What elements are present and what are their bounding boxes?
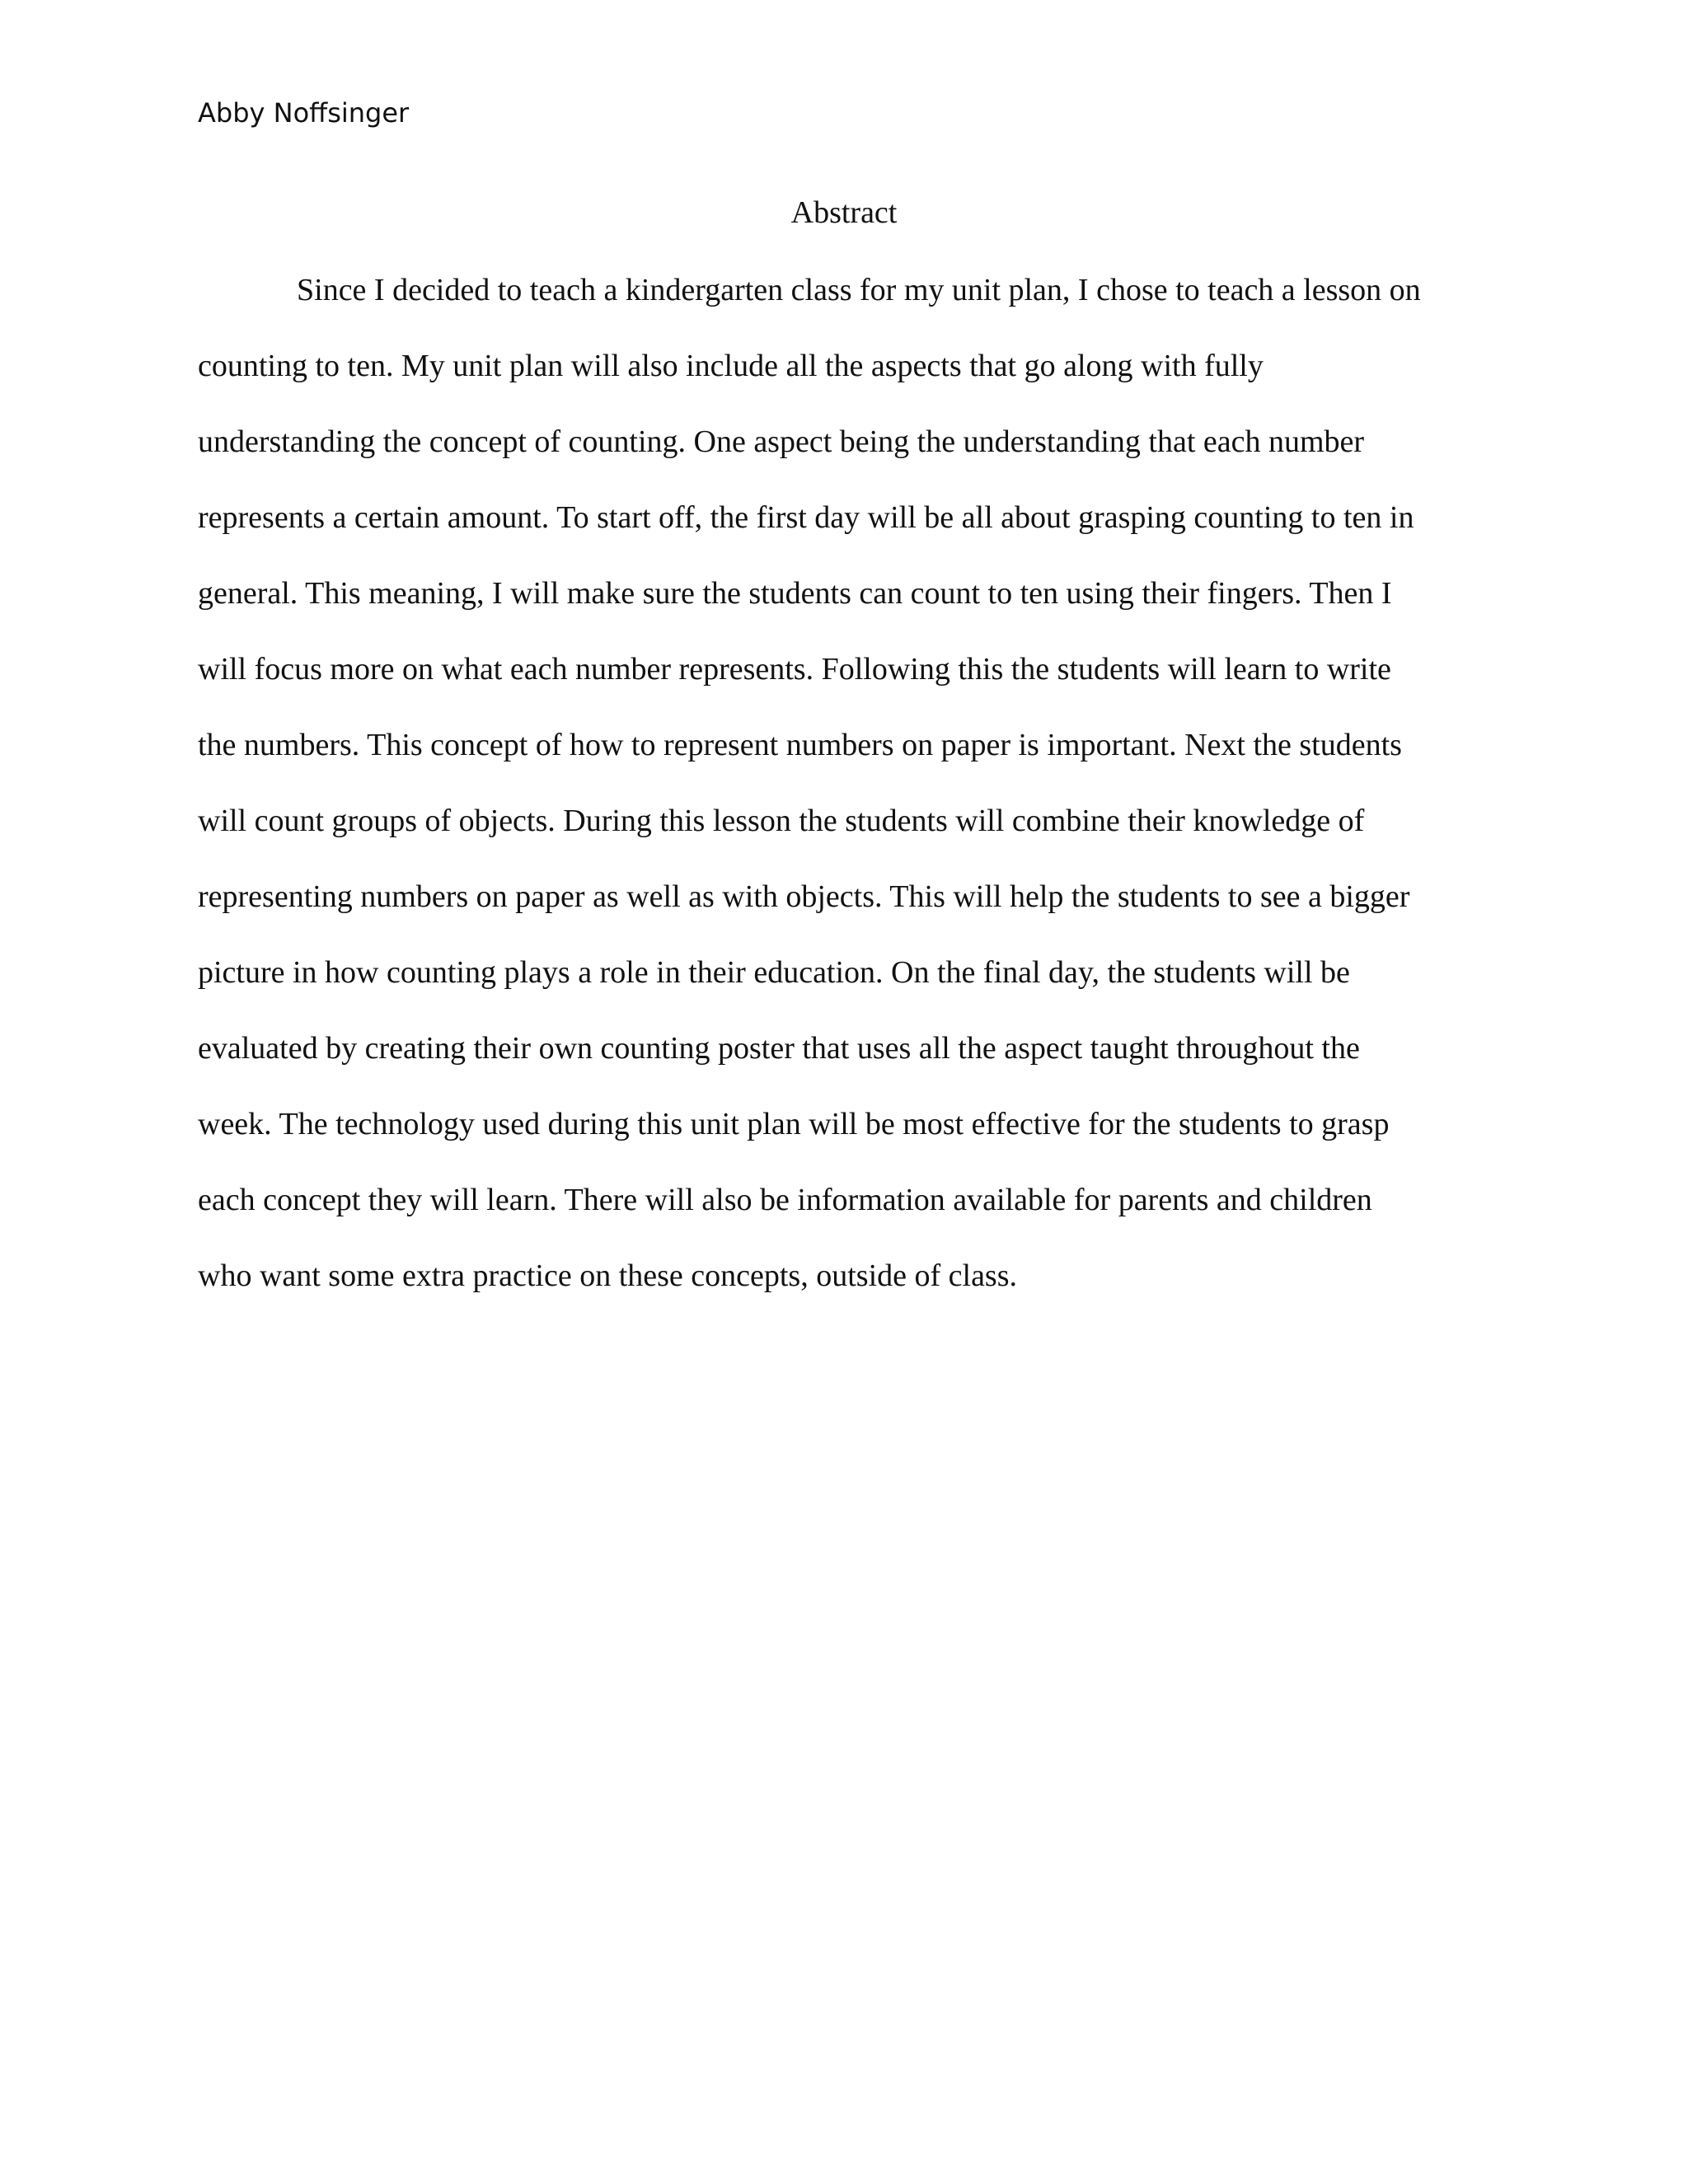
paragraph-line: evaluated by creating their own counting poster that uses all the aspect taught throughout the bbox=[198, 1031, 1360, 1066]
paragraph-line: each concept they will learn. There will also be information available for parents and children bbox=[198, 1183, 1372, 1217]
abstract-title: Abstract bbox=[790, 195, 898, 230]
paragraph-line: will focus more on what each number represents. Following this the students will learn to write bbox=[198, 652, 1391, 687]
paragraph-line: week. The technology used during this unit plan will be most effective for the students to grasp bbox=[198, 1107, 1390, 1141]
paragraph-line: picture in how counting plays a role in their education. On the final day, the students will be bbox=[198, 955, 1350, 990]
abstract-body bbox=[198, 252, 1517, 1314]
paragraph-line: will count groups of objects. During this lesson the students will combine their knowledge of bbox=[198, 804, 1365, 838]
author-name: Abby Noffsinger bbox=[198, 97, 410, 129]
paragraph-line: counting to ten. My unit plan will also include all the aspects that go along with fully bbox=[198, 349, 1264, 383]
paragraph-line: representing numbers on paper as well as with objects. This will help the students to see a bigger bbox=[198, 879, 1410, 914]
paragraph-line: Since I decided to teach a kindergarten class for my unit plan, I chose to teach a lesson on bbox=[297, 273, 1421, 307]
paragraph-line: understanding the concept of counting. One aspect being the understanding that each number bbox=[198, 424, 1365, 459]
paragraph-line: general. This meaning, I will make sure the students can count to ten using their fingers. Then I bbox=[198, 576, 1392, 611]
paragraph-line: represents a certain amount. To start off, the first day will be all about grasping counting to ten in bbox=[198, 500, 1414, 535]
paragraph-line: who want some extra practice on these concepts, outside of class. bbox=[198, 1258, 1018, 1293]
paragraph-line: the numbers. This concept of how to represent numbers on paper is important. Next the students bbox=[198, 728, 1402, 762]
